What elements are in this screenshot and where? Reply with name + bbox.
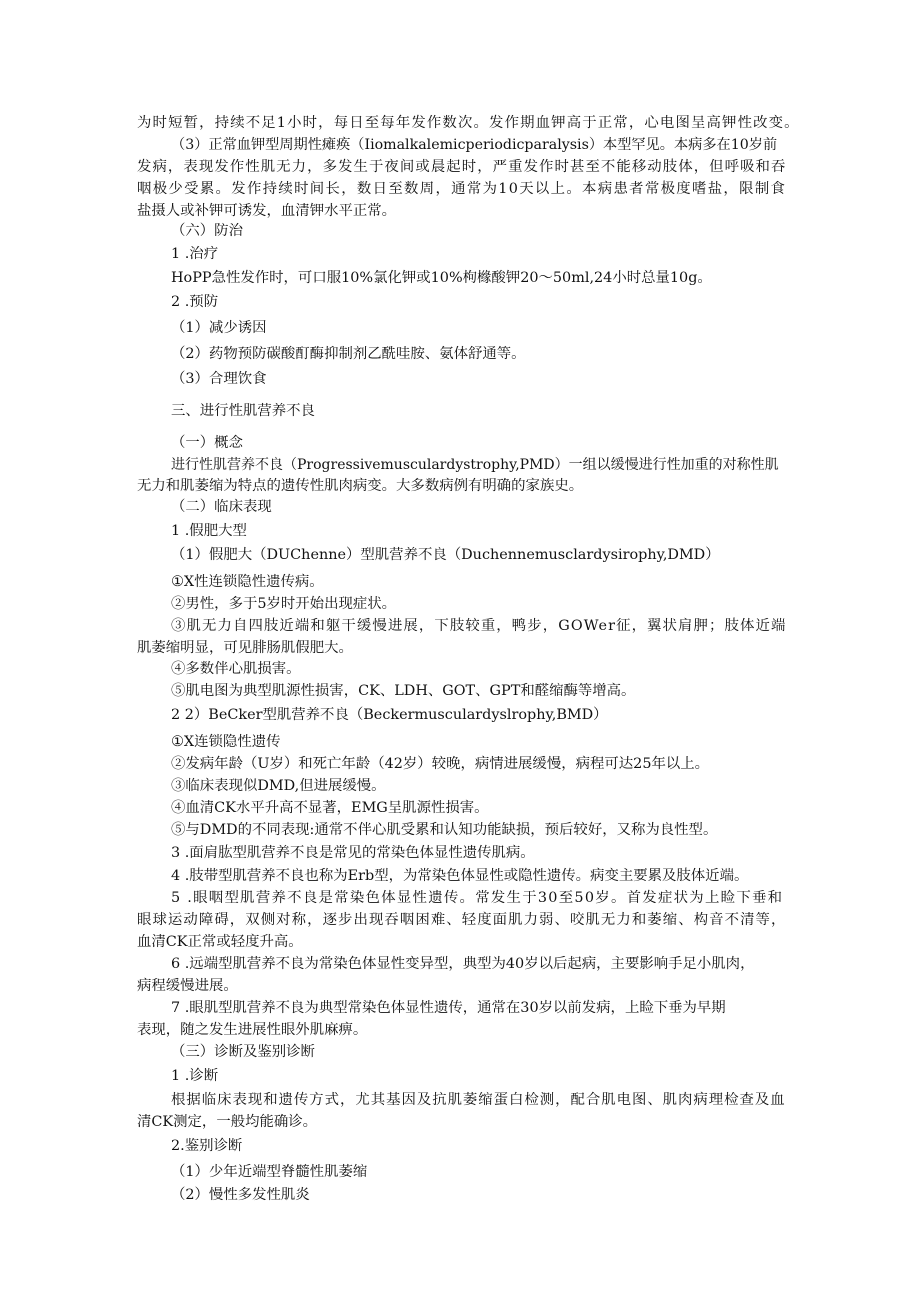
list-item: （2）慢性多发性肌炎 — [171, 1187, 310, 1203]
text-line: 病程缓慢进展。 — [137, 978, 238, 994]
list-item: ⑤与DMD的不同表现:通常不伴心肌受累和认知功能缺损，预后较好，又称为良性型。 — [171, 822, 718, 838]
list-item: （1）少年近端型脊髓性肌萎缩 — [171, 1164, 368, 1180]
list-item: ③临床表现似DMD,但进展缓慢。 — [171, 778, 386, 794]
list-item: 7 .眼肌型肌营养不良为典型常染色体显性遗传，通常在30岁以前发病，上睑下垂为早期 — [171, 1000, 726, 1016]
subsection-heading: 1 .诊断 — [171, 1068, 219, 1084]
list-item: ①X性连锁隐性遗传病。 — [171, 574, 324, 590]
text-line: 咽极少受累。发作持续时间长，数日至数周，通常为10天以上。本病患者常极度嗜盐，限制食 — [137, 181, 787, 197]
list-item: ②发病年龄（U岁）和死亡年龄（42岁）较晚，病情进展缓慢，病程可达25年以上。 — [171, 756, 710, 772]
subsection-heading: 1 .治疗 — [171, 246, 219, 262]
text-line: 无力和肌萎缩为特点的遗传性肌肉病变。大多数病例有明确的家族史。 — [137, 478, 584, 494]
text-line: 发病，表现发作性肌无力，多发生于夜间或晨起时，严重发作时甚至不能移动肢体，但呼吸和吞 — [137, 159, 787, 175]
list-item: ④多数伴心肌损害。 — [171, 661, 301, 677]
list-item: ②男性，多于5岁时开始出现症状。 — [171, 596, 397, 612]
text-line: 肌萎缩明显，可见腓肠肌假肥大。 — [137, 640, 353, 656]
section-heading: （二）临床表现 — [171, 499, 272, 515]
text-line: HoPP急性发作时，可口服10%氯化钾或10%枸橼酸钾20～50ml,24小时总量10g。 — [171, 270, 712, 286]
text-line: 血清CK正常或轻度升高。 — [137, 934, 303, 950]
list-item: （3）合理饮食 — [171, 371, 267, 387]
section-heading: （六）防治 — [171, 223, 243, 239]
section-heading: （一）概念 — [171, 435, 243, 451]
subsection-heading: 2.鉴别诊断 — [171, 1138, 243, 1154]
list-item: 5 .眼咽型肌营养不良是常染色体显性遗传。常发生于30至50岁。首发症状为上睑下垂和 — [171, 890, 784, 906]
list-item: 6 .远端型肌营养不良为常染色体显性变异型，典型为40岁以后起病，主要影响手足小肌肉， — [171, 956, 755, 972]
text-line: 2 2）BeCker型肌营养不良（Beckermusculardyslrophy,BMD） — [171, 707, 608, 723]
list-item: （2）药物预防碳酸酊酶抑制剂乙酰哇胺、氨体舒通等。 — [171, 346, 526, 362]
text-line: （3）正常血钾型周期性瘫痪（Iiomalkalemicperiodicparalysis）本型罕见。本病多在10岁前 — [171, 137, 778, 153]
text-line: 眼球运动障碍，双侧对称，逐步出现吞咽困难、轻度面肌力弱、咬肌无力和萎缩、构音不清等， — [137, 912, 787, 928]
list-item: 3 .面肩肱型肌营养不良是常见的常染色体显性遗传肌病。 — [171, 845, 535, 861]
list-item: ⑤肌电图为典型肌源性损害，CK、LDH、GOT、GPT和醛缩酶等增高。 — [171, 683, 636, 699]
list-item: ①X连锁隐性遗传 — [171, 734, 281, 750]
subsection-heading: 1 .假肥大型 — [171, 523, 247, 539]
text-line: 清CK测定，一般均能确诊。 — [137, 1114, 318, 1130]
text-line: （1）假肥大（DUChenne）型肌营养不良（Duchennemusclardysirophy,DMD） — [171, 547, 720, 563]
text-line: 根据临床表现和遗传方式，尤其基因及抗肌萎缩蛋白检测，配合肌电图、肌肉病理检查及血 — [171, 1092, 786, 1108]
text-line: 进行性肌营养不良（Progressivemusculardystrophy,PMD）一组以缓慢进行性加重的对称性肌 — [171, 457, 779, 473]
text-line: 盐摄人或补钾可诱发，血清钾水平正常。 — [137, 203, 397, 219]
list-item: ③肌无力自四肢近端和躯干缓慢进展，下肢较重，鸭步，GOWer征，翼状肩胛；肢体近端 — [171, 618, 787, 634]
text-line: 为时短暂，持续不足1小时，每日至每年发作数次。发作期血钾高于正常，心电图呈高钾性改变。 — [137, 115, 800, 131]
section-heading: （三）诊断及鉴别诊断 — [171, 1044, 315, 1060]
chapter-heading: 三、进行性肌营养不良 — [171, 403, 315, 419]
text-line: 表现，随之发生进展性眼外肌麻痹。 — [137, 1022, 368, 1038]
list-item: （1）减少诱因 — [171, 320, 267, 336]
list-item: ④血清CK水平升高不显著，EMG呈肌源性损害。 — [171, 800, 489, 816]
subsection-heading: 2 .预防 — [171, 294, 219, 310]
list-item: 4 .肢带型肌营养不良也称为Erb型，为常染色体显性或隐性遗传。病变主要累及肢体近端。 — [171, 868, 749, 884]
